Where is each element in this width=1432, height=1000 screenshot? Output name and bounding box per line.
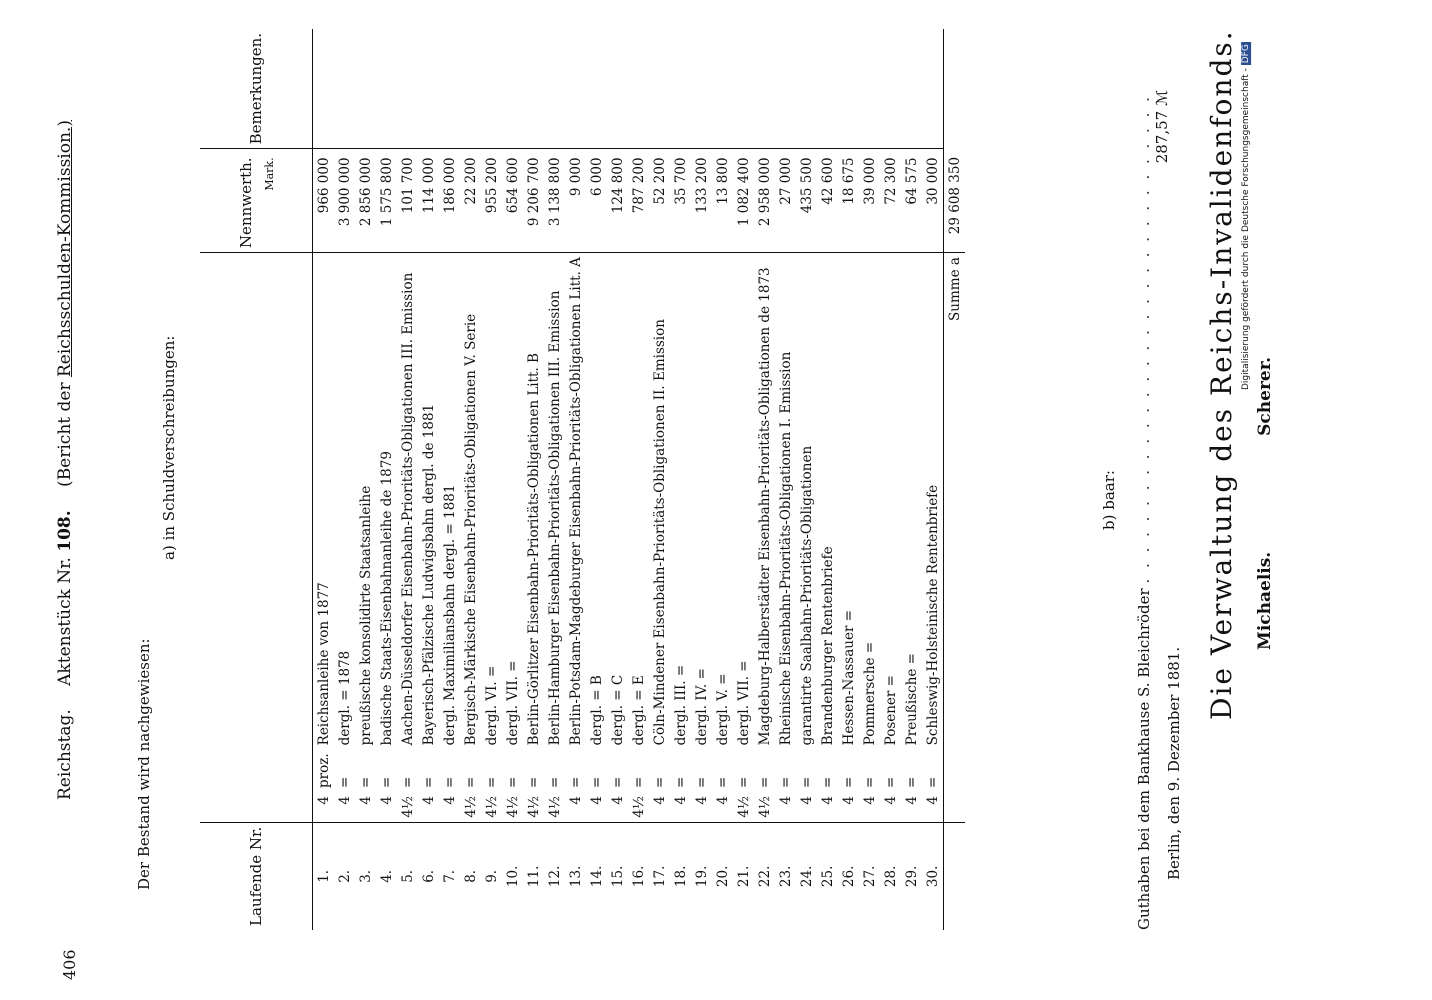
row-nr: 25. (817, 822, 838, 930)
col-unit-header (200, 749, 313, 792)
cash-label: Guthaben bei dem Bankhause S. Bleichröder (1135, 588, 1153, 930)
row-remarks (607, 29, 628, 149)
row-rate: 4 (819, 795, 836, 805)
row-value: 966 000 (313, 149, 335, 253)
row-rate: 4 (609, 795, 626, 805)
signatories (1255, 247, 1275, 650)
row-unit: = (777, 776, 794, 788)
row-remarks (334, 29, 355, 149)
row-rate: 4 (714, 795, 731, 805)
row-remarks (670, 29, 691, 149)
table-row (544, 29, 565, 930)
row-description: Preußische = (901, 253, 922, 750)
row-rate: 4 (924, 795, 941, 805)
signer-1: Michaelis. (1255, 551, 1275, 650)
row-rate: 4½ (462, 795, 479, 818)
section-b-heading: b) baar: (1100, 470, 1118, 530)
row-value: 955 200 (481, 149, 502, 253)
table-row (481, 29, 502, 930)
table-row (775, 29, 796, 930)
header-middle-label: Aktenstück Nr. (55, 557, 75, 686)
row-rate: 4½ (735, 795, 752, 818)
col-desc-header (200, 253, 313, 750)
digitization-sidebar (1410, 0, 1432, 1000)
row-description: dergl. = 1878 (334, 253, 355, 750)
row-unit: = (357, 776, 374, 788)
row-remarks (544, 29, 565, 149)
cash-leader: . . . . . . . . . . . . . . . . . . . . . . . . . . . . . . . . (1135, 94, 1153, 584)
row-description: dergl. Maximiliansbahn dergl. = 1881 (439, 253, 460, 750)
row-unit: = (504, 776, 521, 788)
row-unit: = (882, 776, 899, 788)
row-value: 114 000 (418, 149, 439, 253)
header-number: 108. (55, 510, 75, 552)
row-rate: 4 (567, 795, 584, 805)
row-value: 3 900 000 (334, 149, 355, 253)
row-rate: 4 (777, 795, 794, 805)
header-middle (55, 510, 75, 686)
row-rate: 4 (693, 795, 710, 805)
row-remarks (880, 29, 901, 149)
row-rate: 4½ (399, 795, 416, 818)
row-remarks (859, 29, 880, 149)
row-nr: 10. (502, 822, 523, 930)
table-row (439, 29, 460, 930)
row-rate: 4 (336, 795, 353, 805)
row-nr: 20. (712, 822, 733, 930)
row-description: Aachen-Düsseldorfer Eisenbahn-Prioritäts-Obligationen III. Emission (397, 253, 418, 750)
table-row (670, 29, 691, 930)
row-unit: = (672, 776, 689, 788)
row-unit: = (819, 776, 836, 788)
table-row (880, 29, 901, 930)
row-unit: = (840, 776, 857, 788)
row-description: Bayerisch-Pfälzische Ludwigsbahn dergl. de 1881 (418, 253, 439, 750)
row-description: dergl. = B (586, 253, 607, 750)
row-remarks (523, 29, 544, 149)
row-nr: 8. (460, 822, 481, 930)
row-rate: 4 (420, 795, 437, 805)
row-unit: = (546, 776, 563, 788)
sum-remarks-cell (944, 29, 966, 149)
row-value: 1 575 800 (376, 149, 397, 253)
row-value: 654 600 (502, 149, 523, 253)
row-nr: 5. (397, 822, 418, 930)
sum-row (944, 29, 966, 930)
table-row (376, 29, 397, 930)
table-row (817, 29, 838, 930)
table-row (838, 29, 859, 930)
table-row (502, 29, 523, 930)
row-remarks (691, 29, 712, 149)
row-description: Berlin-Potsdam-Magdeburger Eisenbahn-Prioritäts-Obligationen Litt. A (565, 253, 586, 750)
table-row (628, 29, 649, 930)
row-description: dergl. IV. = (691, 253, 712, 750)
row-unit: proz. (315, 753, 332, 788)
row-description: dergl. VI. = (481, 253, 502, 750)
row-description: Reichsanleihe von 1877 (313, 253, 335, 750)
row-unit: = (861, 776, 878, 788)
dfg-badge: DFG (1241, 44, 1252, 64)
row-remarks (376, 29, 397, 149)
row-description: dergl. V. = (712, 253, 733, 750)
row-remarks (649, 29, 670, 149)
row-unit: = (420, 776, 437, 788)
table-row (712, 29, 733, 930)
row-value: 42 600 (817, 149, 838, 253)
header-right-prefix: (Bericht der (55, 382, 75, 487)
row-value: 2 958 000 (754, 149, 775, 253)
row-remarks (565, 29, 586, 149)
row-rate: 4 (840, 795, 857, 805)
row-remarks (481, 29, 502, 149)
row-unit: = (924, 776, 941, 788)
row-description: Magdeburg-Halberstädter Eisenbahn-Prioritäts-Obligationen de 1873 (754, 253, 775, 750)
col-value-header (200, 149, 313, 253)
row-description: dergl. = E (628, 253, 649, 750)
row-rate: 4 (903, 795, 920, 805)
table-row (586, 29, 607, 930)
table-row (418, 29, 439, 930)
row-nr: 18. (670, 822, 691, 930)
table-row (901, 29, 922, 930)
row-unit: = (714, 776, 731, 788)
row-unit: = (798, 776, 815, 788)
closing-title: Die Verwaltung des Reichs-Invalidenfonds. (1205, 29, 1238, 720)
row-value: 39 000 (859, 149, 880, 253)
row-rate: 4 (441, 795, 458, 805)
row-rate: 4 (378, 795, 395, 805)
row-unit: = (651, 776, 668, 788)
table-row (523, 29, 544, 930)
row-value: 3 138 800 (544, 149, 565, 253)
row-description: dergl. III. = (670, 253, 691, 750)
col-value-unit: Mark. (262, 157, 276, 191)
row-remarks (754, 29, 775, 149)
signer-2: Scherer. (1255, 356, 1275, 436)
row-value: 52 200 (649, 149, 670, 253)
header-right-underlined: Reichsschulden-Kommission.) (55, 120, 75, 377)
digitization-notice (1241, 42, 1251, 390)
row-unit: = (609, 776, 626, 788)
row-remarks (796, 29, 817, 149)
table-row (649, 29, 670, 930)
table-row (313, 29, 335, 930)
row-remarks (418, 29, 439, 149)
row-rate: 4½ (525, 795, 542, 818)
row-nr: 30. (922, 822, 944, 930)
row-value: 35 700 (670, 149, 691, 253)
table-row (691, 29, 712, 930)
row-nr: 7. (439, 822, 460, 930)
row-value: 787 200 (628, 149, 649, 253)
table-row (796, 29, 817, 930)
row-nr: 27. (859, 822, 880, 930)
row-unit: = (462, 776, 479, 788)
row-rate: 4 (588, 795, 605, 805)
row-value: 186 000 (439, 149, 460, 253)
row-nr: 16. (628, 822, 649, 930)
row-value: 1 082 400 (733, 149, 754, 253)
row-nr: 19. (691, 822, 712, 930)
intro-text: Der Bestand wird nachgewiesen: (135, 638, 153, 890)
row-unit: = (588, 776, 605, 788)
table-row (355, 29, 376, 930)
row-value: 101 700 (397, 149, 418, 253)
row-description: Posener = (880, 253, 901, 750)
row-rate: 4 (357, 795, 374, 805)
row-value: 6 000 (586, 149, 607, 253)
row-nr: 29. (901, 822, 922, 930)
row-nr: 22. (754, 822, 775, 930)
row-value: 13 800 (712, 149, 733, 253)
row-description: dergl. = C (607, 253, 628, 750)
row-value: 18 675 (838, 149, 859, 253)
row-rate: 4 (651, 795, 668, 805)
row-rate: 4 (315, 795, 332, 805)
row-value: 64 575 (901, 149, 922, 253)
row-remarks (460, 29, 481, 149)
col-rate-header (200, 792, 313, 822)
row-description: Berlin-Hamburger Eisenbahn-Prioritäts-Obligationen III. Emission (544, 253, 565, 750)
section-a-heading: a) in Schuldverschreibungen: (160, 335, 178, 560)
row-remarks (838, 29, 859, 149)
row-unit: = (336, 776, 353, 788)
row-unit: = (441, 776, 458, 788)
row-remarks (397, 29, 418, 149)
row-nr: 24. (796, 822, 817, 930)
row-unit: = (735, 776, 752, 788)
row-unit: = (378, 776, 395, 788)
row-description: Bergisch-Märkische Eisenbahn-Prioritäts-Obligationen V. Serie (460, 253, 481, 750)
row-nr: 4. (376, 822, 397, 930)
row-rate: 4 (882, 795, 899, 805)
cash-amount: 287,57 ℳ (1153, 90, 1171, 164)
row-unit: = (525, 776, 542, 788)
row-nr: 13. (565, 822, 586, 930)
row-rate: 4½ (504, 795, 521, 818)
row-value: 133 200 (691, 149, 712, 253)
row-unit: = (903, 776, 920, 788)
row-nr: 17. (649, 822, 670, 930)
row-description: Brandenburger Rentenbriefe (817, 253, 838, 750)
row-value: 27 000 (775, 149, 796, 253)
table-row (460, 29, 481, 930)
row-description: Hessen-Nassauer = (838, 253, 859, 750)
row-remarks (355, 29, 376, 149)
col-value-label: Nennwerth. (236, 157, 255, 249)
row-remarks (922, 29, 944, 149)
sum-value: 29 608 350 (944, 149, 966, 253)
row-description: Cöln-Mindener Eisenbahn-Prioritäts-Obligationen II. Emission (649, 253, 670, 750)
row-rate: 4 (861, 795, 878, 805)
row-value: 124 800 (607, 149, 628, 253)
row-remarks (817, 29, 838, 149)
row-nr: 14. (586, 822, 607, 930)
sum-unit-cell (944, 749, 966, 792)
row-nr: 6. (418, 822, 439, 930)
row-nr: 1. (313, 822, 335, 930)
row-remarks (901, 29, 922, 149)
row-value: 435 500 (796, 149, 817, 253)
row-remarks (712, 29, 733, 149)
row-rate: 4½ (546, 795, 563, 818)
row-unit: = (567, 776, 584, 788)
row-nr: 9. (481, 822, 502, 930)
row-nr: 21. (733, 822, 754, 930)
col-nr-header: Laufende Nr. (200, 822, 313, 930)
row-nr: 11. (523, 822, 544, 930)
row-remarks (775, 29, 796, 149)
sum-label: Summe a (944, 253, 966, 750)
table-row (859, 29, 880, 930)
row-value: 72 300 (880, 149, 901, 253)
col-remarks-header: Bemerkungen. (200, 29, 313, 149)
row-unit: = (630, 776, 647, 788)
row-remarks (313, 29, 335, 149)
row-description: Rheinische Eisenbahn-Prioritäts-Obligationen I. Emission (775, 253, 796, 750)
row-remarks (586, 29, 607, 149)
row-remarks (439, 29, 460, 149)
page-number: 406 (60, 949, 79, 980)
table-row (565, 29, 586, 930)
row-rate: 4½ (756, 795, 773, 818)
row-remarks (628, 29, 649, 149)
table-row (922, 29, 944, 930)
row-nr: 28. (880, 822, 901, 930)
table-row (334, 29, 355, 930)
table-row (754, 29, 775, 930)
row-value: 9 206 700 (523, 149, 544, 253)
row-description: badische Staats-Eisenbahnanleihe de 1879 (376, 253, 397, 750)
sum-rate-cell (944, 792, 966, 822)
row-description: preußische konsolidirte Staatsanleihe (355, 253, 376, 750)
row-rate: 4½ (630, 795, 647, 818)
row-unit: = (693, 776, 710, 788)
date-line: Berlin, den 9. Dezember 1881. (1165, 646, 1183, 880)
row-description: Schleswig-Holsteinische Rentenbriefe (922, 253, 944, 750)
table-row (733, 29, 754, 930)
row-nr: 2. (334, 822, 355, 930)
page-header (55, 102, 75, 800)
row-remarks (733, 29, 754, 149)
header-left: Reichstag. (55, 709, 75, 800)
table-row (607, 29, 628, 930)
row-nr: 15. (607, 822, 628, 930)
table-header-row (200, 29, 313, 930)
table-row (397, 29, 418, 930)
holdings-table (200, 29, 965, 930)
header-right (55, 120, 75, 487)
row-unit: = (399, 776, 416, 788)
row-unit: = (756, 776, 773, 788)
digitization-notice-text: Digitalisierung gefördert durch die Deutsche Forschungsgemeinschaft - (1241, 68, 1252, 390)
row-unit: = (483, 776, 500, 788)
row-description: garantirte Saalbahn-Prioritäts-Obligationen (796, 253, 817, 750)
row-value: 2 856 000 (355, 149, 376, 253)
row-value: 9 000 (565, 149, 586, 253)
row-nr: 23. (775, 822, 796, 930)
row-description: dergl. VII. = (733, 253, 754, 750)
sum-nr-cell (944, 822, 966, 930)
row-nr: 3. (355, 822, 376, 930)
row-value: 22 200 (460, 149, 481, 253)
row-remarks (502, 29, 523, 149)
row-description: dergl. VII. = (502, 253, 523, 750)
row-description: Pommersche = (859, 253, 880, 750)
row-nr: 26. (838, 822, 859, 930)
row-rate: 4½ (483, 795, 500, 818)
row-value: 30 000 (922, 149, 944, 253)
row-nr: 12. (544, 822, 565, 930)
row-rate: 4 (798, 795, 815, 805)
row-rate: 4 (672, 795, 689, 805)
table-body (313, 29, 944, 930)
row-description: Berlin-Görlitzer Eisenbahn-Prioritäts-Obligationen Litt. B (523, 253, 544, 750)
